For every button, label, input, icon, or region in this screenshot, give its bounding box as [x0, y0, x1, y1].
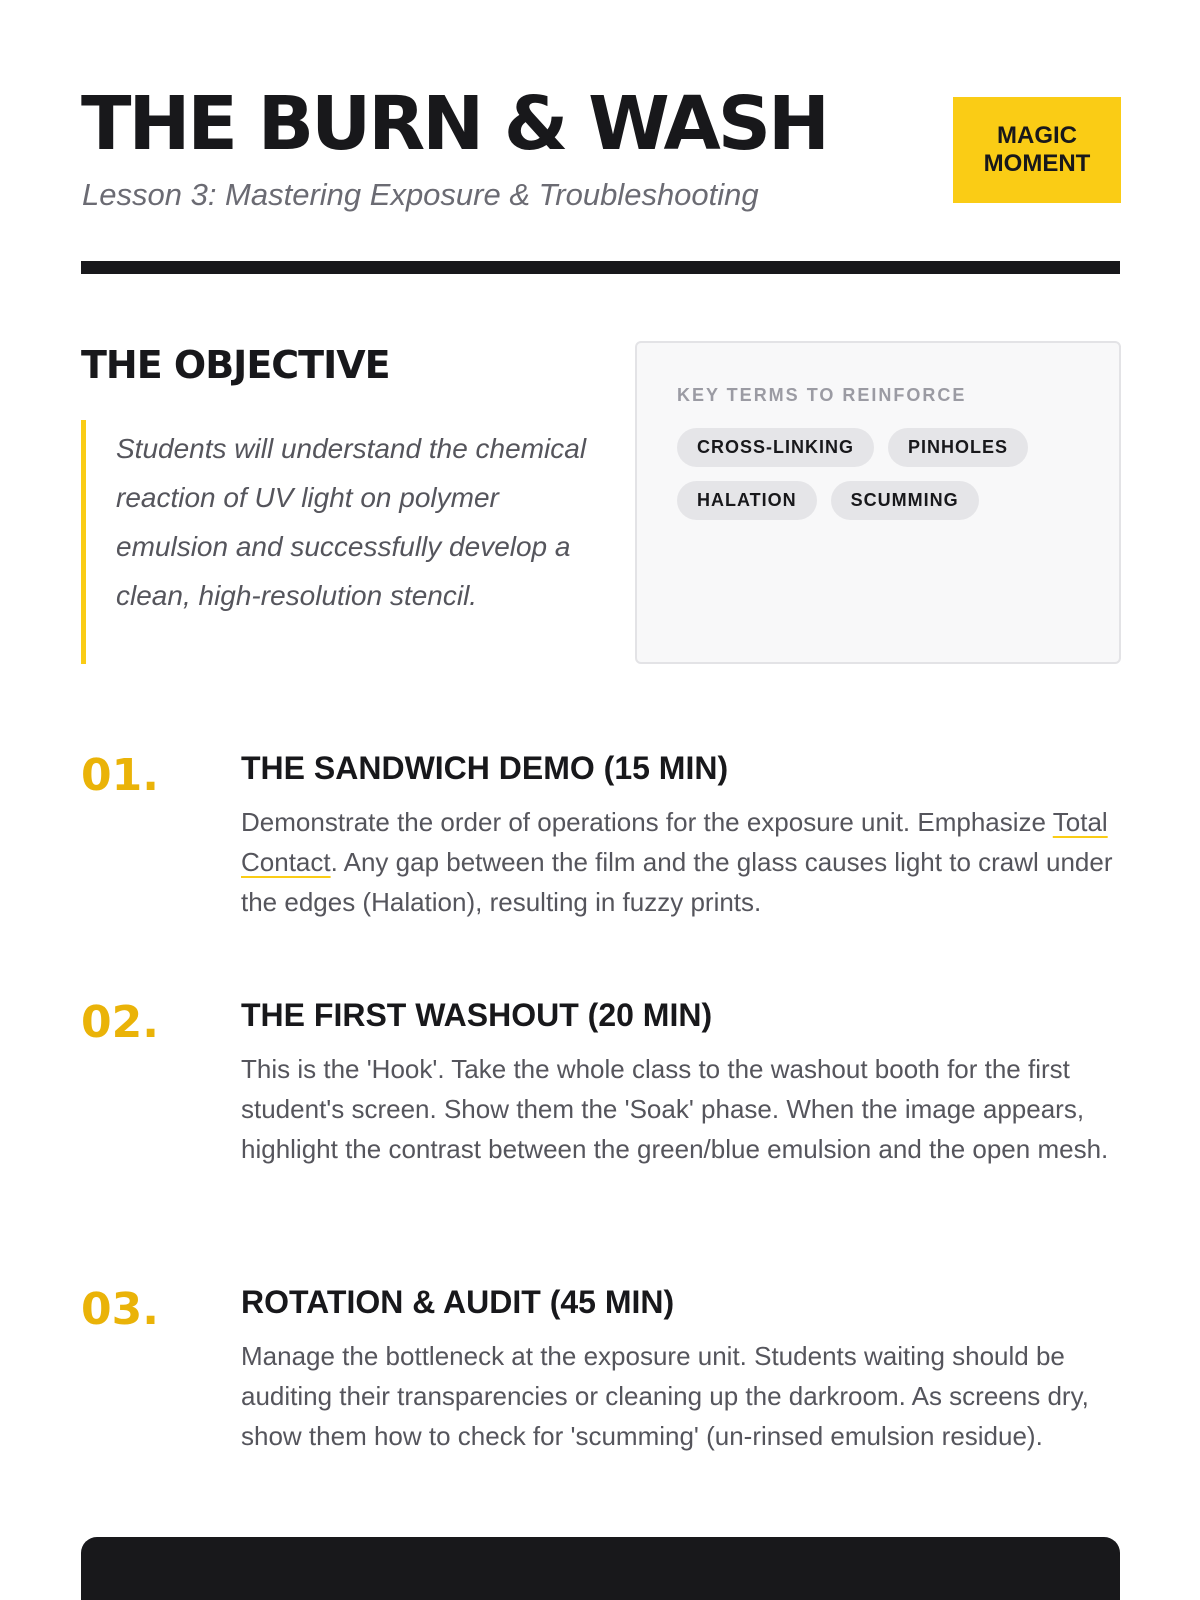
total-contact-highlight: Total Contact	[241, 807, 1108, 877]
key-terms-label: KEY TERMS TO REINFORCE	[677, 385, 967, 405]
footer-panel	[81, 1537, 1120, 1600]
step-title: ROTATION & AUDIT (45 MIN)	[241, 1284, 675, 1320]
magic-moment-badge	[953, 97, 1121, 203]
step-body-text: . Any gap between the film and the glass causes light to crawl under the edges (Halation), resulting in fuzzy prints.	[241, 847, 1113, 917]
step-title: THE SANDWICH DEMO (15 MIN)	[241, 750, 729, 786]
step-number: 01.	[81, 750, 159, 801]
term-chip-pinholes: PINHOLES	[888, 428, 1028, 467]
header-divider	[81, 261, 1120, 274]
page-subtitle: Lesson 3: Mastering Exposure & Troubleshooting	[82, 177, 759, 212]
term-chip-scumming: SCUMMING	[831, 481, 979, 520]
objective-heading: THE OBJECTIVE	[81, 343, 390, 387]
step-number: 03.	[81, 1284, 159, 1335]
term-chip-halation: HALATION	[677, 481, 817, 520]
key-terms-card	[635, 341, 1121, 664]
step-body: Manage the bottleneck at the exposure unit. Students waiting should be auditing their transparencies or cleaning up the darkroom. As screens dry, show them how to check for 'scumming' (un-rinsed emulsion residue).	[241, 1341, 1089, 1451]
step-body: This is the 'Hook'. Take the whole class to the washout booth for the first student's screen. Show them the 'Soak' phase. When the image appears, highlight the contrast between the green/blue emulsion and the open mesh.	[241, 1054, 1109, 1164]
page-title: THE BURN & WASH	[81, 81, 827, 167]
objective-text: Students will understand the chemical reaction of UV light on polymer emulsion and successfully develop a clean, high-resolution stencil.	[116, 433, 587, 611]
lesson-page	[81, 0, 1120, 1600]
badge-label: MAGIC MOMENT	[983, 122, 1091, 177]
header	[81, 80, 1120, 220]
objective-quote	[81, 420, 601, 664]
step-number: 02.	[81, 997, 159, 1048]
step-title: THE FIRST WASHOUT (20 MIN)	[241, 997, 713, 1033]
step-body-text: Demonstrate the order of operations for the exposure unit. Emphasize	[241, 807, 1053, 837]
step-body	[241, 802, 1121, 922]
objective-section	[81, 340, 601, 611]
key-terms-list	[677, 428, 1067, 520]
term-chip-cross-linking: CROSS-LINKING	[677, 428, 874, 467]
